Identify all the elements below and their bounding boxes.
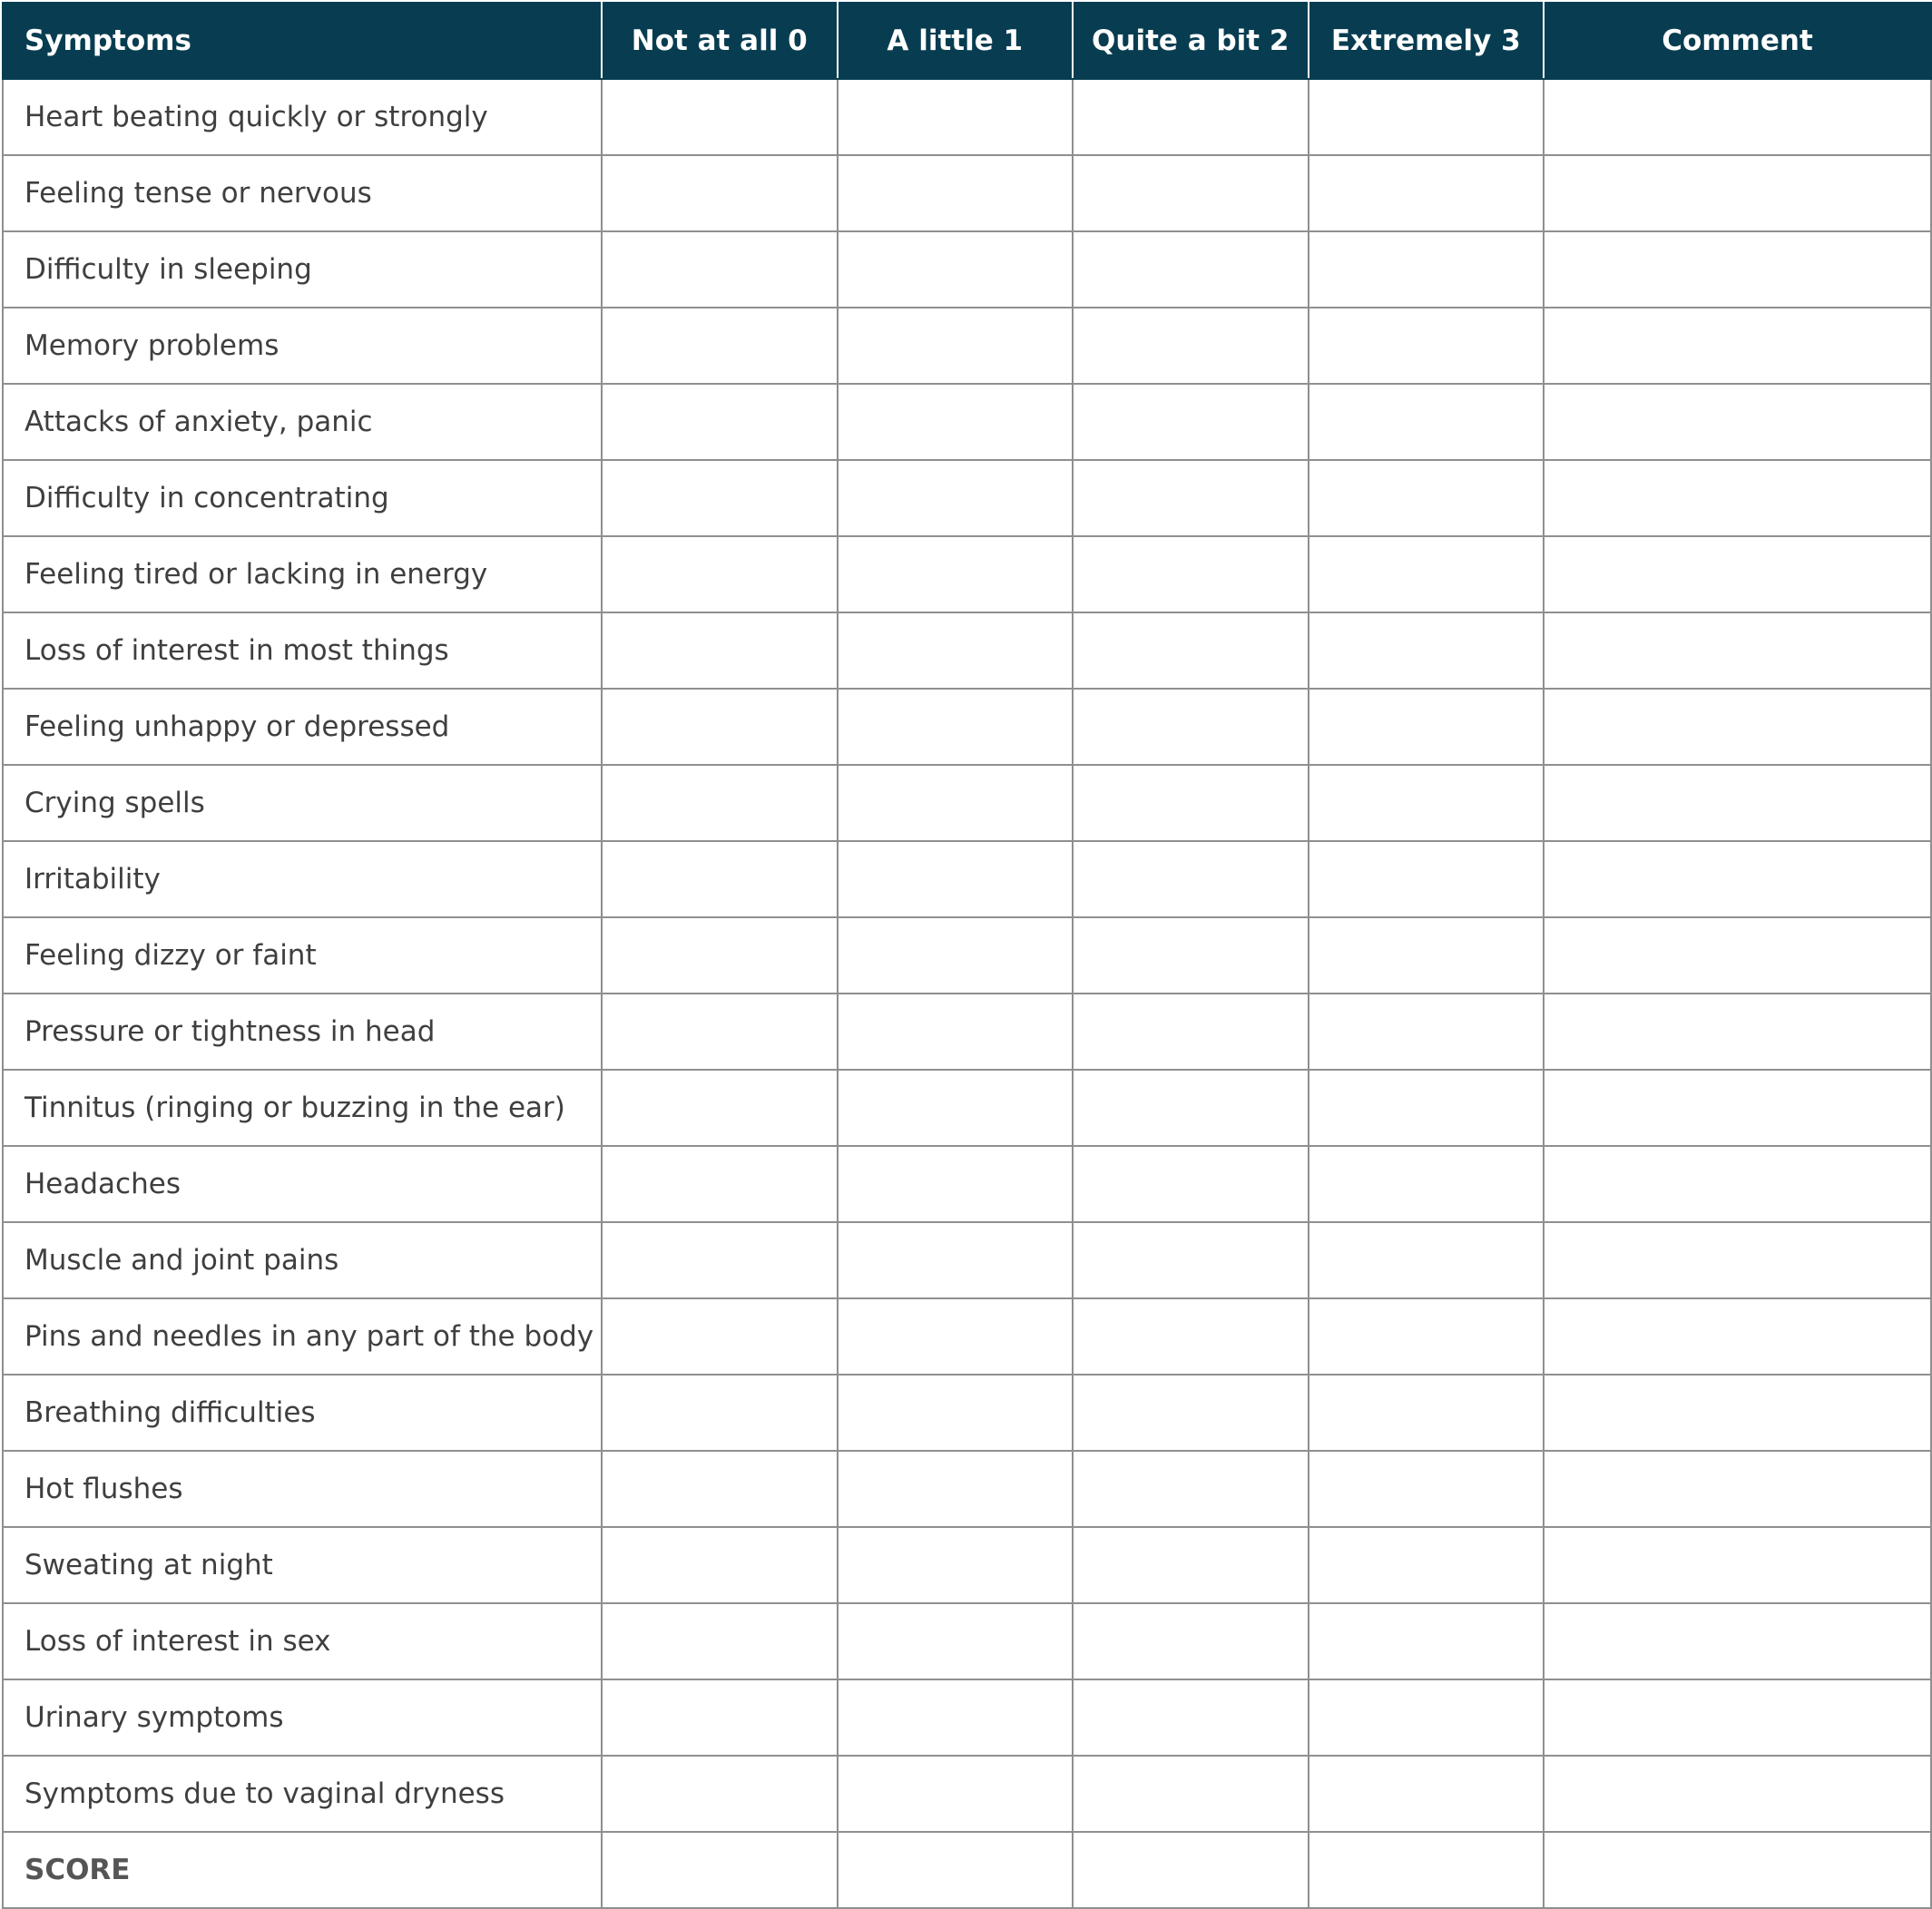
table-row [3, 689, 1931, 765]
symptom-label: Difficulty in concentrating [3, 460, 602, 536]
comment-cell[interactable] [1544, 689, 1931, 765]
symptom-label: Difficulty in sleeping [3, 231, 602, 308]
header-comment: Comment [1544, 3, 1931, 79]
table-row [3, 1527, 1931, 1603]
symptom-label: Sweating at night [3, 1527, 602, 1603]
extremely-cell[interactable] [1309, 384, 1545, 460]
quite-a-bit-cell[interactable] [1073, 765, 1309, 841]
score-label: SCORE [3, 1832, 602, 1908]
a-little-cell[interactable] [838, 1146, 1074, 1222]
quite-a-bit-cell[interactable] [1073, 231, 1309, 308]
a-little-cell[interactable] [838, 689, 1074, 765]
a-little-cell[interactable] [838, 308, 1074, 384]
a-little-cell[interactable] [838, 1298, 1074, 1375]
not-at-all-cell[interactable] [602, 1451, 838, 1527]
quite-a-bit-cell[interactable] [1073, 1527, 1309, 1603]
table-body [3, 79, 1931, 1908]
a-little-cell[interactable] [838, 765, 1074, 841]
not-at-all-cell[interactable] [602, 1756, 838, 1832]
comment-cell[interactable] [1544, 917, 1931, 994]
not-at-all-cell[interactable] [602, 460, 838, 536]
table-row [3, 994, 1931, 1070]
table-header [3, 3, 1931, 79]
extremely-cell[interactable] [1309, 1375, 1545, 1451]
symptom-label: Heart beating quickly or strongly [3, 79, 602, 155]
not-at-all-cell[interactable] [602, 1070, 838, 1146]
quite-a-bit-cell[interactable] [1073, 155, 1309, 231]
quite-a-bit-cell[interactable] [1073, 1375, 1309, 1451]
extremely-cell[interactable] [1309, 917, 1545, 994]
extremely-cell[interactable] [1309, 1527, 1545, 1603]
symptom-label: Muscle and joint pains [3, 1222, 602, 1298]
table-row [3, 460, 1931, 536]
table-row [3, 1603, 1931, 1679]
symptom-label: Crying spells [3, 765, 602, 841]
quite-a-bit-cell[interactable] [1073, 1679, 1309, 1756]
comment-cell[interactable] [1544, 1451, 1931, 1527]
quite-a-bit-cell[interactable] [1073, 1070, 1309, 1146]
table-row [3, 384, 1931, 460]
quite-a-bit-cell[interactable] [1073, 841, 1309, 917]
a-little-cell[interactable] [838, 1603, 1074, 1679]
table-row [3, 155, 1931, 231]
table-row [3, 1070, 1931, 1146]
table-row [3, 1222, 1931, 1298]
score-a-little-cell[interactable] [838, 1832, 1074, 1908]
quite-a-bit-cell[interactable] [1073, 1756, 1309, 1832]
a-little-cell[interactable] [838, 1527, 1074, 1603]
symptom-label: Feeling tired or lacking in energy [3, 536, 602, 612]
comment-cell[interactable] [1544, 1146, 1931, 1222]
comment-cell[interactable] [1544, 79, 1931, 155]
a-little-cell[interactable] [838, 841, 1074, 917]
extremely-cell[interactable] [1309, 308, 1545, 384]
comment-cell[interactable] [1544, 612, 1931, 689]
comment-cell[interactable] [1544, 841, 1931, 917]
not-at-all-cell[interactable] [602, 1375, 838, 1451]
quite-a-bit-cell[interactable] [1073, 308, 1309, 384]
table-row [3, 612, 1931, 689]
extremely-cell[interactable] [1309, 1222, 1545, 1298]
header-row [3, 3, 1931, 79]
a-little-cell[interactable] [838, 1375, 1074, 1451]
score-quite-a-bit-cell[interactable] [1073, 1832, 1309, 1908]
symptom-label: Loss of interest in sex [3, 1603, 602, 1679]
quite-a-bit-cell[interactable] [1073, 1222, 1309, 1298]
comment-cell[interactable] [1544, 308, 1931, 384]
header-symptoms: Symptoms [3, 3, 602, 79]
extremely-cell[interactable] [1309, 994, 1545, 1070]
not-at-all-cell[interactable] [602, 917, 838, 994]
a-little-cell[interactable] [838, 536, 1074, 612]
symptom-label: Loss of interest in most things [3, 612, 602, 689]
symptom-label: Urinary symptoms [3, 1679, 602, 1756]
table-row [3, 1756, 1931, 1832]
comment-cell[interactable] [1544, 1298, 1931, 1375]
extremely-cell[interactable] [1309, 1070, 1545, 1146]
a-little-cell[interactable] [838, 1070, 1074, 1146]
comment-cell[interactable] [1544, 384, 1931, 460]
comment-cell[interactable] [1544, 1070, 1931, 1146]
symptom-label: Hot flushes [3, 1451, 602, 1527]
score-row [3, 1832, 1931, 1908]
table-row [3, 1375, 1931, 1451]
quite-a-bit-cell[interactable] [1073, 994, 1309, 1070]
a-little-cell[interactable] [838, 1756, 1074, 1832]
table-row [3, 841, 1931, 917]
comment-cell[interactable] [1544, 1375, 1931, 1451]
extremely-cell[interactable] [1309, 155, 1545, 231]
score-comment-cell[interactable] [1544, 1832, 1931, 1908]
not-at-all-cell[interactable] [602, 536, 838, 612]
header-extremely: Extremely 3 [1309, 3, 1545, 79]
not-at-all-cell[interactable] [602, 765, 838, 841]
extremely-cell[interactable] [1309, 460, 1545, 536]
symptom-label: Symptoms due to vaginal dryness [3, 1756, 602, 1832]
a-little-cell[interactable] [838, 917, 1074, 994]
not-at-all-cell[interactable] [602, 308, 838, 384]
extremely-cell[interactable] [1309, 1451, 1545, 1527]
not-at-all-cell[interactable] [602, 1146, 838, 1222]
score-not-at-all-cell[interactable] [602, 1832, 838, 1908]
extremely-cell[interactable] [1309, 1146, 1545, 1222]
table-row [3, 1679, 1931, 1756]
a-little-cell[interactable] [838, 460, 1074, 536]
table-row [3, 231, 1931, 308]
comment-cell[interactable] [1544, 1222, 1931, 1298]
a-little-cell[interactable] [838, 231, 1074, 308]
extremely-cell[interactable] [1309, 1298, 1545, 1375]
symptom-label: Tinnitus (ringing or buzzing in the ear) [3, 1070, 602, 1146]
quite-a-bit-cell[interactable] [1073, 536, 1309, 612]
a-little-cell[interactable] [838, 155, 1074, 231]
extremely-cell[interactable] [1309, 1603, 1545, 1679]
extremely-cell[interactable] [1309, 612, 1545, 689]
table-row [3, 79, 1931, 155]
quite-a-bit-cell[interactable] [1073, 1298, 1309, 1375]
not-at-all-cell[interactable] [602, 994, 838, 1070]
symptom-checklist-table [2, 2, 1932, 1909]
comment-cell[interactable] [1544, 1756, 1931, 1832]
not-at-all-cell[interactable] [602, 1222, 838, 1298]
quite-a-bit-cell[interactable] [1073, 1603, 1309, 1679]
quite-a-bit-cell[interactable] [1073, 1451, 1309, 1527]
table-row [3, 1451, 1931, 1527]
symptom-label: Feeling tense or nervous [3, 155, 602, 231]
table-row [3, 765, 1931, 841]
extremely-cell[interactable] [1309, 536, 1545, 612]
not-at-all-cell[interactable] [602, 689, 838, 765]
a-little-cell[interactable] [838, 384, 1074, 460]
extremely-cell[interactable] [1309, 79, 1545, 155]
quite-a-bit-cell[interactable] [1073, 1146, 1309, 1222]
not-at-all-cell[interactable] [602, 1679, 838, 1756]
comment-cell[interactable] [1544, 1603, 1931, 1679]
not-at-all-cell[interactable] [602, 1603, 838, 1679]
symptom-label: Pressure or tightness in head [3, 994, 602, 1070]
comment-cell[interactable] [1544, 460, 1931, 536]
extremely-cell[interactable] [1309, 841, 1545, 917]
not-at-all-cell[interactable] [602, 1298, 838, 1375]
symptom-label: Feeling dizzy or faint [3, 917, 602, 994]
not-at-all-cell[interactable] [602, 384, 838, 460]
table-row [3, 1298, 1931, 1375]
symptom-label: Feeling unhappy or depressed [3, 689, 602, 765]
quite-a-bit-cell[interactable] [1073, 460, 1309, 536]
not-at-all-cell[interactable] [602, 612, 838, 689]
symptom-label: Pins and needles in any part of the body [3, 1298, 602, 1375]
table-row [3, 1146, 1931, 1222]
extremely-cell[interactable] [1309, 765, 1545, 841]
table-row [3, 917, 1931, 994]
header-a-little: A little 1 [838, 3, 1074, 79]
not-at-all-cell[interactable] [602, 79, 838, 155]
not-at-all-cell[interactable] [602, 1527, 838, 1603]
extremely-cell[interactable] [1309, 1679, 1545, 1756]
quite-a-bit-cell[interactable] [1073, 689, 1309, 765]
symptom-label: Memory problems [3, 308, 602, 384]
extremely-cell[interactable] [1309, 1756, 1545, 1832]
a-little-cell[interactable] [838, 612, 1074, 689]
a-little-cell[interactable] [838, 1222, 1074, 1298]
comment-cell[interactable] [1544, 994, 1931, 1070]
quite-a-bit-cell[interactable] [1073, 384, 1309, 460]
symptom-label: Breathing difficulties [3, 1375, 602, 1451]
score-extremely-cell[interactable] [1309, 1832, 1545, 1908]
symptom-label: Attacks of anxiety, panic [3, 384, 602, 460]
table-row [3, 308, 1931, 384]
table-row [3, 536, 1931, 612]
extremely-cell[interactable] [1309, 689, 1545, 765]
extremely-cell[interactable] [1309, 231, 1545, 308]
a-little-cell[interactable] [838, 1679, 1074, 1756]
comment-cell[interactable] [1544, 536, 1931, 612]
header-quite-a-bit: Quite a bit 2 [1073, 3, 1309, 79]
a-little-cell[interactable] [838, 994, 1074, 1070]
a-little-cell[interactable] [838, 1451, 1074, 1527]
not-at-all-cell[interactable] [602, 841, 838, 917]
quite-a-bit-cell[interactable] [1073, 917, 1309, 994]
symptom-label: Headaches [3, 1146, 602, 1222]
symptom-label: Irritability [3, 841, 602, 917]
not-at-all-cell[interactable] [602, 231, 838, 308]
a-little-cell[interactable] [838, 79, 1074, 155]
not-at-all-cell[interactable] [602, 155, 838, 231]
comment-cell[interactable] [1544, 1527, 1931, 1603]
quite-a-bit-cell[interactable] [1073, 612, 1309, 689]
comment-cell[interactable] [1544, 231, 1931, 308]
comment-cell[interactable] [1544, 155, 1931, 231]
comment-cell[interactable] [1544, 765, 1931, 841]
comment-cell[interactable] [1544, 1679, 1931, 1756]
header-not-at-all: Not at all 0 [602, 3, 838, 79]
quite-a-bit-cell[interactable] [1073, 79, 1309, 155]
